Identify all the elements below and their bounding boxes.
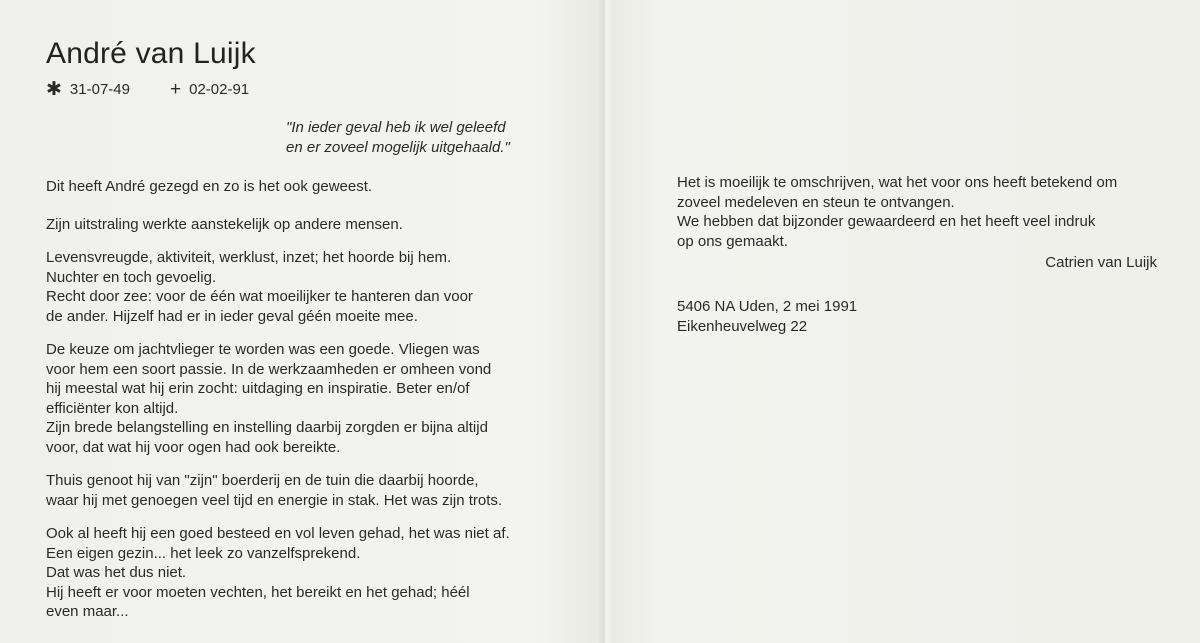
left-page: [46, 36, 576, 622]
text-line: even maar...: [46, 603, 129, 620]
text-line: Dit heeft André gezegd en zo is het ook geweest.: [46, 178, 373, 195]
text-line: Zijn uitstraling werkte aanstekelijk op andere mensen.: [46, 215, 403, 233]
card-fold: [598, 0, 612, 643]
text-line: Een eigen gezin... het leek zo vanzelfsprekend.: [46, 544, 361, 562]
text-line: zoveel medeleven en steun te ontvangen.: [677, 193, 955, 211]
life-dates: [46, 80, 576, 100]
text-line: Dat was het dus niet.: [46, 564, 187, 581]
text-line: voor, dat wat hij voor ogen had ook bereikte.: [46, 438, 341, 456]
paragraph: [46, 471, 576, 510]
place-date-line: 5406 NA Uden, 2 mei 1991: [677, 298, 858, 315]
text-line: op ons gemaakt.: [677, 232, 788, 250]
text-line: Het is moeilijk te omschrijven, wat het voor ons heeft betekend om: [677, 174, 1118, 191]
text-line: De keuze om jachtvlieger te worden was een goede. Vliegen was: [46, 341, 480, 358]
text-line: efficiënter kon altijd.: [46, 399, 179, 417]
birth-date-group: [46, 80, 170, 100]
right-page: [677, 173, 1157, 336]
text-line: Ook al heeft hij een goed besteed en vol leven gehad, het was niet af.: [46, 525, 510, 542]
birth-date: 31-07-49: [69, 81, 130, 98]
text-line: hij meestal wat hij erin zocht: uitdaging en inspiratie. Beter en/of: [46, 380, 470, 397]
death-date-group: [170, 80, 249, 100]
text-line: We hebben dat bijzonder gewaardeerd en het heeft veel indruk: [677, 213, 1096, 230]
text-line: Thuis genoot hij van "zijn" boerderij en de tuin die daarbij hoorde,: [46, 472, 479, 489]
death-cross-icon: +: [170, 79, 182, 100]
paragraph: [46, 524, 576, 622]
text-line: waar hij met genoegen veel tijd en energie in stak. Het was zijn trots.: [46, 491, 503, 509]
thanks-paragraph: [677, 173, 1157, 251]
paragraph: [46, 340, 576, 457]
text-line: Nuchter en toch gevoelig.: [46, 268, 217, 286]
text-line: de ander. Hijzelf had er in ieder geval géén moeite mee.: [46, 307, 418, 325]
text-line: Levensvreugde, aktiviteit, werklust, inzet; het hoorde bij hem.: [46, 249, 452, 266]
paragraph: [46, 248, 576, 326]
quote-line: "In ieder geval heb ik wel geleefd: [286, 119, 506, 136]
text-line: Recht door zee: voor de één wat moeilijker te hanteren dan voor: [46, 288, 473, 305]
quote-line: en er zoveel mogelijk uitgehaald.": [286, 139, 510, 156]
death-date: 02-02-91: [189, 81, 250, 98]
paragraph: [46, 177, 576, 197]
text-line: Zijn brede belangstelling en instelling daarbij zorgden er bijna altijd: [46, 419, 488, 436]
address-block: [677, 297, 1157, 336]
paragraph: [46, 215, 576, 235]
left-text-body: [46, 177, 576, 622]
signature: Catrien van Luijk: [1045, 254, 1157, 271]
text-line: voor hem een soort passie. In de werkzaamheden er omheen vond: [46, 360, 492, 378]
birth-star-icon: ✱: [46, 79, 62, 100]
deceased-name: André van Luijk: [46, 37, 256, 70]
street-line: Eikenheuvelweg 22: [677, 317, 808, 335]
quote: [286, 118, 576, 158]
text-line: Hij heeft er voor moeten vechten, het bereikt en het gehad; héél: [46, 583, 470, 601]
